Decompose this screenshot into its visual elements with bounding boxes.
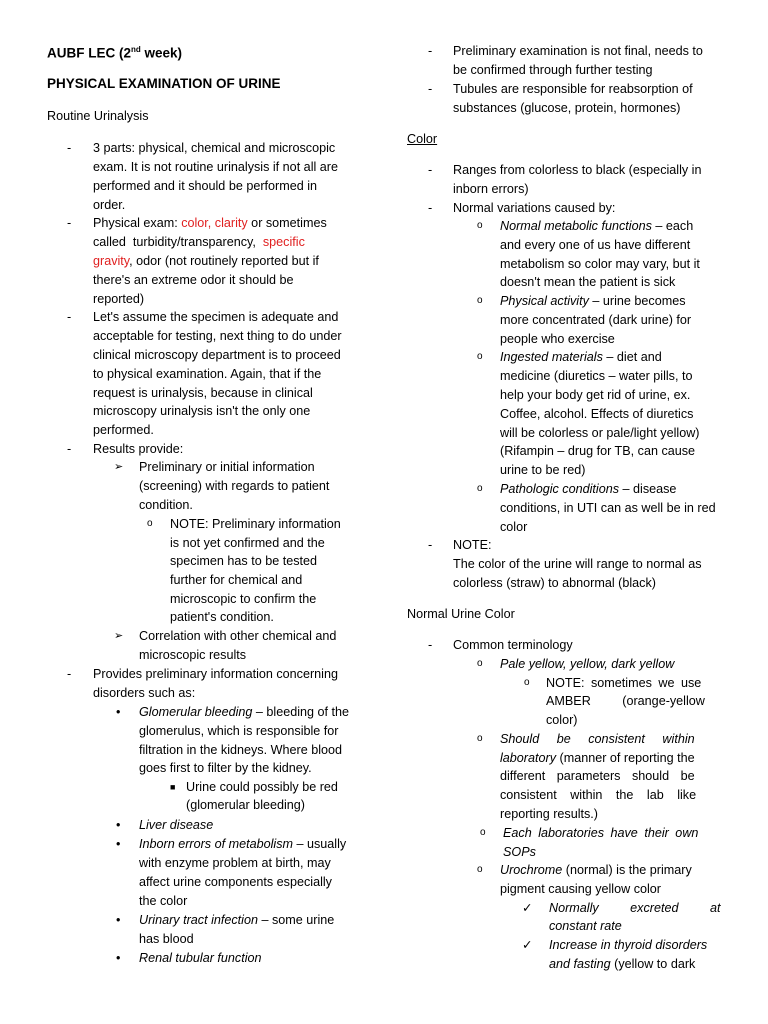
section-heading-normal-urine-color: Normal Urine Color	[407, 607, 515, 621]
circle-bullet-icon: o	[147, 518, 153, 529]
dot-bullet-icon: •	[116, 818, 121, 832]
bullet-normal-variations: Normal variations caused by:	[453, 201, 616, 215]
checkmark-icon: ✓	[522, 901, 533, 915]
dot-bullet-icon: •	[116, 951, 121, 965]
dash-marker: -	[428, 638, 433, 652]
circle-bullet-icon: o	[524, 677, 530, 688]
highlight-gravity: gravity	[93, 254, 130, 268]
highlight-specific: specific	[262, 235, 305, 249]
dash-marker: -	[428, 538, 433, 552]
dot-bullet-icon: •	[116, 837, 121, 851]
highlight-color-clarity: color, clarity	[181, 216, 248, 230]
dash-marker: -	[428, 82, 433, 96]
circle-bullet-icon: o	[480, 827, 486, 838]
circle-bullet-icon: o	[477, 483, 483, 494]
checkmark-icon: ✓	[522, 938, 533, 952]
circle-bullet-icon: o	[477, 864, 483, 875]
circle-bullet-icon: o	[477, 658, 483, 669]
dash-marker: -	[67, 442, 72, 456]
dash-marker: -	[67, 310, 72, 324]
dash-marker: -	[67, 216, 72, 230]
dash-marker: -	[428, 163, 433, 177]
page-heading: PHYSICAL EXAMINATION OF URINE	[47, 76, 281, 91]
dash-marker: -	[428, 201, 433, 215]
section-heading-routine-urinalysis: Routine Urinalysis	[47, 109, 149, 123]
dash-marker: -	[67, 667, 72, 681]
dot-bullet-icon: •	[116, 705, 121, 719]
arrow-bullet-icon: ➢	[114, 630, 124, 642]
circle-bullet-icon: o	[477, 351, 483, 362]
bullet-common-terminology: Common terminology	[453, 638, 573, 652]
bullet-results-provide: Results provide:	[93, 442, 184, 456]
item-liver-disease: Liver disease	[139, 818, 214, 832]
item-pale-yellow: Pale yellow, yellow, dark yellow	[500, 657, 675, 671]
dot-bullet-icon: •	[116, 913, 121, 927]
arrow-bullet-icon: ➢	[114, 461, 124, 473]
dash-marker: -	[67, 141, 72, 155]
item-renal-tubular: Renal tubular function	[139, 951, 262, 965]
circle-bullet-icon: o	[477, 733, 483, 744]
circle-bullet-icon: o	[477, 220, 483, 231]
section-heading-color: Color	[407, 132, 438, 146]
square-bullet-icon: ■	[170, 782, 176, 792]
circle-bullet-icon: o	[477, 295, 483, 306]
dash-marker: -	[428, 44, 433, 58]
document-title: AUBF LEC (2nd week)	[47, 45, 183, 61]
